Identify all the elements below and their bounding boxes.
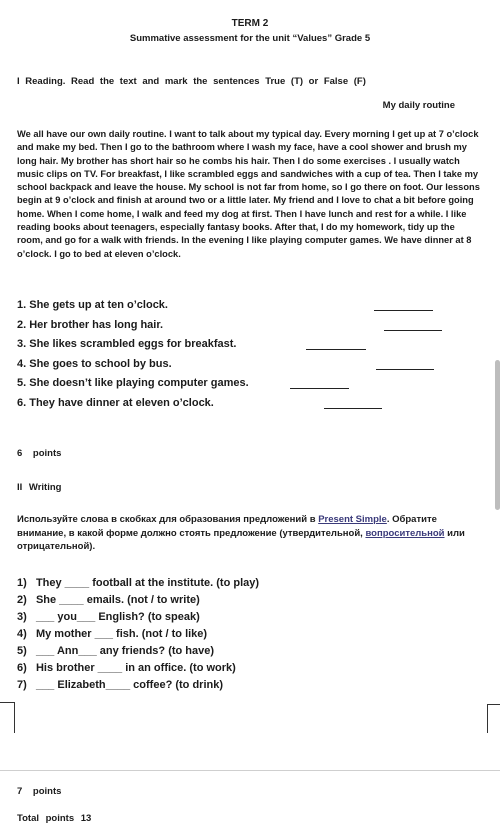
instruction-text: Используйте слова в скобках для образования предложений в	[17, 514, 319, 525]
total-points: Total points 13	[17, 813, 92, 824]
gap-fill-list	[17, 575, 259, 694]
answer-blank[interactable]	[306, 349, 366, 350]
statement-item	[17, 316, 487, 336]
table-corner-right	[487, 704, 500, 733]
statement-item	[17, 296, 487, 316]
writing-points: 7 points	[17, 786, 62, 797]
gap-item: 1) They ____ football at the institute. (to play)	[17, 577, 260, 589]
reading-task-heading: I Reading. Read the text and mark the sentences True (T) or False (F)	[17, 76, 366, 87]
answer-blank[interactable]	[384, 330, 442, 331]
statement-text: 4. She goes to school by bus.	[17, 357, 172, 370]
statement-text: 3. She likes scrambled eggs for breakfast.	[17, 338, 237, 350]
instruction-text: или отрицательной).	[17, 527, 465, 552]
statement-item	[17, 394, 487, 414]
statement-text: 5. She doesn’t like playing computer games.	[17, 377, 249, 389]
answer-blank[interactable]	[290, 388, 349, 389]
instruction-text: . Обратите внимание, в какой форме должно стоять предложение (утвердительной,	[17, 514, 437, 539]
statement-item	[17, 335, 487, 355]
gap-item: 2) She ____ emails. (not / to write)	[17, 594, 200, 606]
statement-item	[17, 374, 487, 394]
answer-blank[interactable]	[376, 369, 434, 370]
answer-blank[interactable]	[324, 408, 382, 409]
writing-instructions	[17, 513, 487, 554]
term-heading: TERM 2	[231, 18, 269, 29]
writing-task-heading: II Writing	[17, 482, 62, 493]
true-false-statements	[17, 296, 487, 413]
gap-item: 3) ___ you___ English? (to speak)	[17, 611, 200, 623]
statement-item	[17, 355, 487, 375]
answer-blank[interactable]	[374, 310, 433, 311]
assessment-subtitle: Summative assessment for the unit “Values” Grade 5	[129, 33, 371, 44]
gap-item: 6) His brother ____ in an office. (to work)	[17, 662, 236, 674]
gap-item: 7) ___ Elizabeth____ coffee? (to drink)	[17, 679, 224, 691]
present-simple-link[interactable]: Present Simple	[318, 514, 387, 525]
statement-text: 6. They have dinner at eleven o’clock.	[17, 396, 214, 409]
gap-item: 5) ___ Ann___ any friends? (to have)	[17, 645, 215, 657]
interrogative-link[interactable]: вопросительной	[365, 527, 445, 539]
statement-text: 2. Her brother has long hair.	[17, 318, 164, 331]
reading-passage: We all have our own daily routine. I want to talk about my typical day. Every morning I get up at 7 o’clock and make my bed. Then I go to the bathroom where I wash my face, have a cool shower and brush my long hair. My brother has short hair so he combs his hair. Then I do some exercises . I usually watch music clips on TV. For breakfast, I like scrambled eggs and sandwiches with a cup of tea. Then I take my school backpack and leave the house. My school is not far from home, so I go there on foot. Our lessons begin at 9 o’clock and finish at around two or a little later. My friend and I love to chat a bit before going home. When I come home, I walk and feed my dog at first. Then I have lunch and rest for a while. I like reading books about teenagers, especially fantasy books. After that, I do my homework, tidy up the room, and go for a walk with friends. In the evening I like playing computer games. We have dinner at 8 o’clock. I go to bed at eleven o’clock.	[17, 129, 480, 259]
scrollbar-thumb[interactable]	[495, 360, 500, 510]
reading-points: 6 points	[17, 448, 62, 459]
gap-item: 4) My mother ___ fish. (not / to like)	[17, 628, 208, 640]
divider	[0, 770, 500, 771]
story-title: My daily routine	[382, 100, 455, 111]
statement-text: 1. She gets up at ten o’clock.	[17, 299, 168, 311]
table-corner-left	[0, 702, 15, 733]
